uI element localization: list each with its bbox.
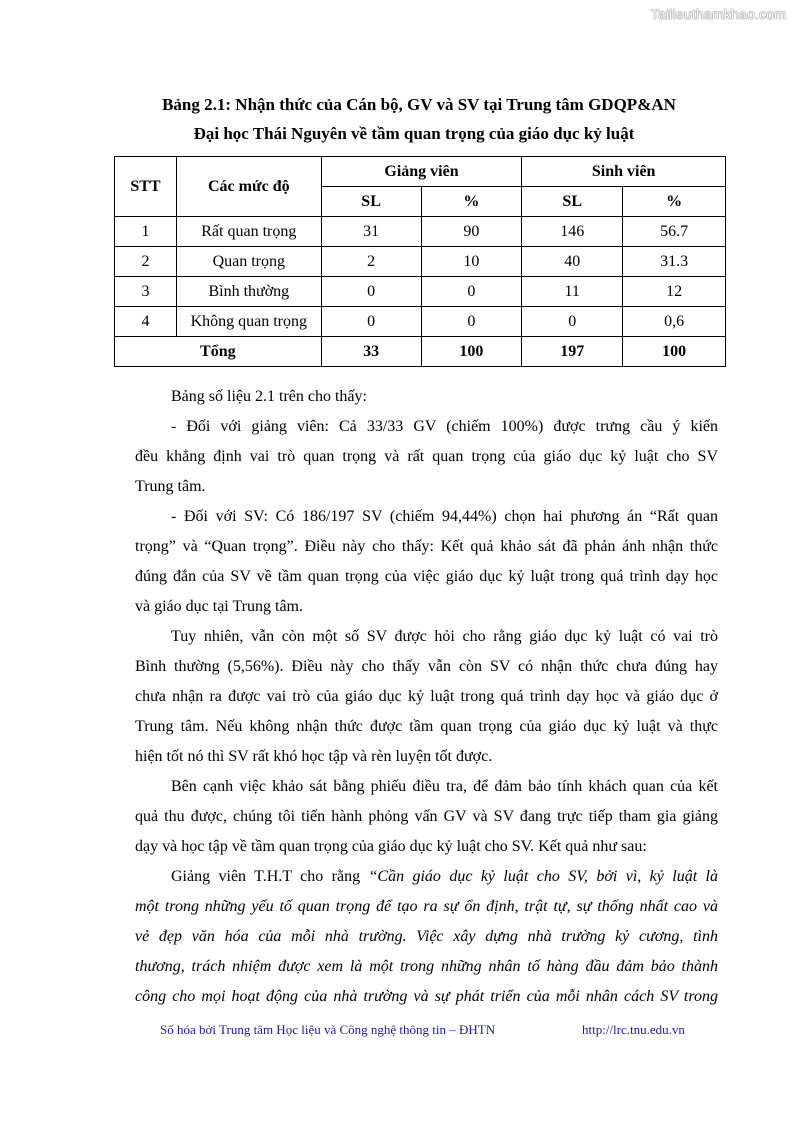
cell-sv-pct: 31.3 xyxy=(623,247,726,277)
paragraph-line: - Đối với SV: Có 186/197 SV (chiếm 94,44%) chọn hai phương án “Rất quan xyxy=(171,508,718,525)
paragraph-line xyxy=(135,862,718,892)
header-levels: Các mức độ xyxy=(176,157,321,217)
paragraph-interview xyxy=(135,772,718,862)
table-row xyxy=(115,277,726,307)
table-row xyxy=(115,217,726,247)
total-gv-pct: 100 xyxy=(421,337,522,367)
cell-gv-sl: 0 xyxy=(321,277,421,307)
cell-gv-sl: 0 xyxy=(321,307,421,337)
cell-sv-pct: 12 xyxy=(623,277,726,307)
quote-text: “Cần giáo dục kỷ luật cho SV, bởi vì, kỷ luật là xyxy=(368,868,719,885)
total-sv-sl: 197 xyxy=(522,337,623,367)
cell-gv-pct: 10 xyxy=(421,247,522,277)
cell-sv-pct: 0,6 xyxy=(623,307,726,337)
footer-credit: Số hóa bởi Trung tâm Học liệu và Công nghệ thông tin – ĐHTN xyxy=(160,1022,496,1037)
paragraph-line: một trong những yếu tố quan trọng để tạo ra sự ổn định, trật tự, sự thống nhất cao và xyxy=(135,898,718,915)
cell-stt: 4 xyxy=(115,307,177,337)
paragraph-line: Trung tâm. xyxy=(135,478,206,495)
subheader-gv-sl: SL xyxy=(321,187,421,217)
header-group-gv: Giảng viên xyxy=(321,157,522,187)
table-row xyxy=(115,247,726,277)
total-sv-pct: 100 xyxy=(623,337,726,367)
total-gv-sl: 33 xyxy=(321,337,421,367)
paragraph-line: - Đối với giảng viên: Cả 33/33 GV (chiếm 100%) được trưng cầu ý kiến xyxy=(171,418,718,435)
paragraph-line: chưa nhận ra được vai trò của giáo dục kỷ luật trong quá trình dạy học và giáo dục ở xyxy=(135,688,718,705)
cell-sv-sl: 11 xyxy=(522,277,623,307)
cell-level: Bình thường xyxy=(176,277,321,307)
paragraph-line: dạy và học tập về tầm quan trọng của giáo dục kỷ luật cho SV. Kết quả như sau: xyxy=(135,838,647,855)
cell-gv-pct: 0 xyxy=(421,277,522,307)
paragraph-lecturers xyxy=(135,412,718,502)
paragraph-line: công cho mọi hoạt động của nhà trường và sự phát triển của mỗi nhân cách SV trong xyxy=(135,988,718,1005)
paragraph-quote xyxy=(135,862,718,1012)
table-title-line1: Bảng 2.1: Nhận thức của Cán bộ, GV và SV tại Trung tâm GDQP&AN xyxy=(162,95,676,114)
paragraph-students xyxy=(135,502,718,622)
paragraph-line: và giáo dục tại Trung tâm. xyxy=(135,598,303,615)
cell-gv-pct: 0 xyxy=(421,307,522,337)
table-header-row xyxy=(115,157,726,187)
paragraph-line: trọng” và “Quan trọng”. Điều này cho thấy: Kết quả khảo sát đã phản ánh nhận thức xyxy=(135,538,718,555)
paragraph-line: hiện tốt nó thì SV rất khó học tập và rèn luyện tốt được. xyxy=(135,748,493,765)
paragraph-line: đúng đắn của SV về tầm quan trọng của việc giáo dục kỷ luật trong quá trình dạy học xyxy=(135,568,718,585)
subheader-gv-pct: % xyxy=(421,187,522,217)
survey-table xyxy=(114,156,726,367)
cell-sv-sl: 40 xyxy=(522,247,623,277)
paragraph-line: Tuy nhiên, vẫn còn một số SV được hỏi cho rằng giáo dục kỷ luật có vai trò xyxy=(171,628,718,645)
footer-link[interactable]: http://lrc.tnu.edu.vn xyxy=(582,1022,685,1037)
paragraph-line: quả thu được, chúng tôi tiến hành phỏng vấn GV và SV đang trực tiếp tham gia giảng xyxy=(135,808,718,825)
quote-lead: Giảng viên T.H.T cho rằng xyxy=(171,868,369,885)
header-group-sv: Sinh viên xyxy=(522,157,726,187)
cell-sv-pct: 56.7 xyxy=(623,217,726,247)
table-total-row xyxy=(115,337,726,367)
paragraph-line: Bình thường (5,56%). Điều này cho thấy vẫn còn SV có nhận thức chưa đúng hay xyxy=(135,658,718,675)
cell-level: Rất quan trọng xyxy=(176,217,321,247)
paragraph-intro xyxy=(135,382,718,412)
cell-stt: 1 xyxy=(115,217,177,247)
subheader-sv-pct: % xyxy=(623,187,726,217)
paragraph-line: đều khẳng định vai trò quan trọng và rất quan trọng của giáo dục kỷ luật cho SV xyxy=(135,448,718,465)
cell-sv-sl: 0 xyxy=(522,307,623,337)
header-stt: STT xyxy=(115,157,177,217)
watermark: Tailieuthamkhao.com xyxy=(650,6,786,22)
subheader-sv-sl: SL xyxy=(522,187,623,217)
cell-stt: 3 xyxy=(115,277,177,307)
cell-gv-sl: 2 xyxy=(321,247,421,277)
paragraph-line: Trung tâm. Nếu không nhận thức được tầm quan trọng của giáo dục kỷ luật và thực xyxy=(135,718,718,735)
paragraph-line: vẻ đẹp văn hóa của mỗi nhà trường. Việc xây dựng nhà trường kỷ cương, tình xyxy=(135,928,718,945)
cell-level: Không quan trọng xyxy=(176,307,321,337)
cell-gv-sl: 31 xyxy=(321,217,421,247)
paragraph-line: Bảng số liệu 2.1 trên cho thấy: xyxy=(171,388,367,405)
paragraph-line: Bên cạnh việc khảo sát bằng phiếu điều tra, để đảm bảo tính khách quan của kết xyxy=(171,778,718,795)
table-row xyxy=(115,307,726,337)
paragraph-however xyxy=(135,622,718,772)
cell-gv-pct: 90 xyxy=(421,217,522,247)
total-label: Tổng xyxy=(115,337,322,367)
paragraph-line: thương, trách nhiệm được xem là một trong những nhân tố hàng đầu đảm bảo thành xyxy=(135,958,718,975)
cell-stt: 2 xyxy=(115,247,177,277)
cell-sv-sl: 146 xyxy=(522,217,623,247)
table-title-line2: Đại học Thái Nguyên về tầm quan trọng của giáo dục kỷ luật xyxy=(193,124,635,143)
cell-level: Quan trọng xyxy=(176,247,321,277)
